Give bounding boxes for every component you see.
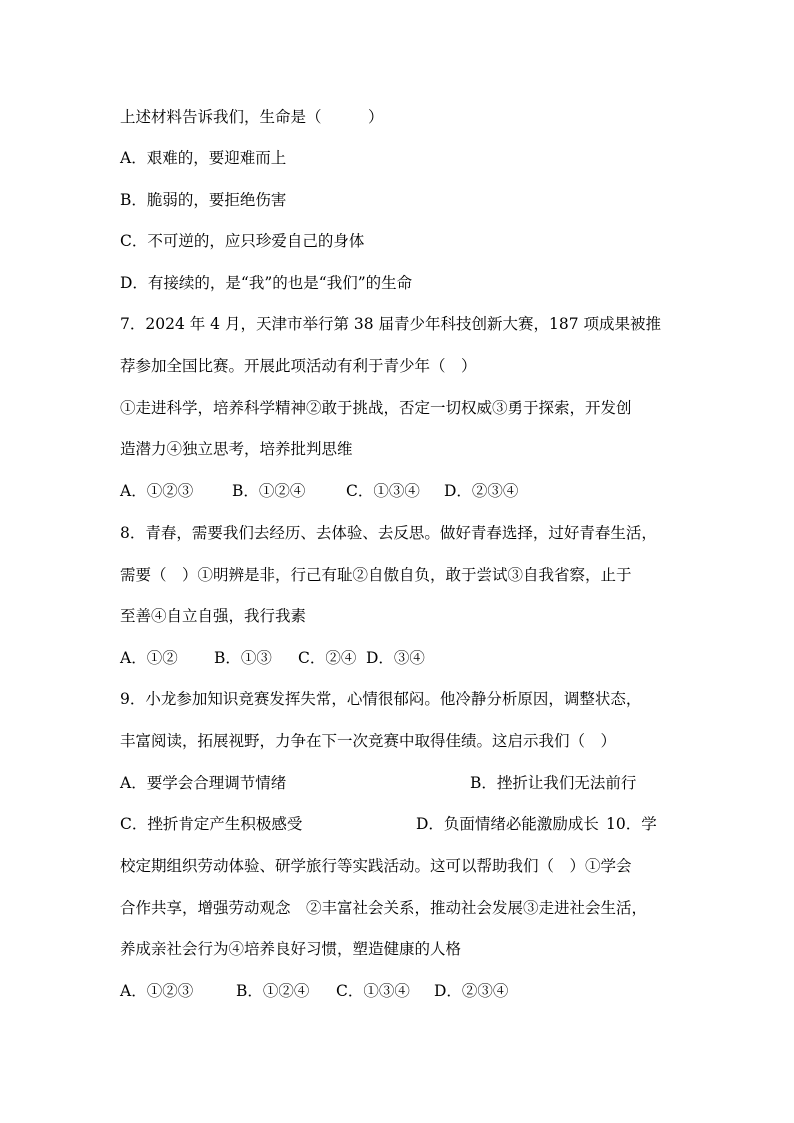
q10-stem-line-4: 养成亲社会行为④培养良好习惯，塑造健康的人格	[120, 940, 462, 958]
q10-stem-line-2: 校定期组织劳动体验、研学旅行等实践活动。这可以帮助我们（ ）①学会	[120, 857, 632, 875]
q7-option-c: C．①③④	[346, 482, 420, 500]
q9-option-b: B．挫折让我们无法前行	[470, 774, 637, 792]
q7-option-b: B．①②④	[232, 482, 306, 500]
q9-stem-line-1: 9．小龙参加知识竞赛发挥失常，心情很郁闷。他冷静分析原因，调整状态，	[120, 690, 642, 708]
q9-option-d: D．负面情绪必能激励成长	[416, 815, 599, 833]
q9-option-c: C．挫折肯定产生积极感受	[120, 815, 303, 833]
q8-option-a: A．①②	[120, 649, 178, 667]
q6-option-c: C．不可逆的，应只珍爱自己的身体	[120, 232, 365, 250]
q8-option-b: B．①③	[214, 649, 272, 667]
q9-option-a: A．要学会合理调节情绪	[120, 774, 287, 792]
q10-stem-start: 10．学	[606, 815, 657, 833]
q7-statements-line-1: ①走进科学，培养科学精神②敢于挑战，否定一切权威③勇于探索，开发创	[120, 399, 632, 417]
q7-stem-line-1: 7．2024 年 4 月，天津市举行第 38 届青少年科技创新大赛，187 项成果被推	[120, 315, 662, 333]
q10-option-d: D．②③④	[434, 982, 509, 1000]
q7-stem-line-2: 荐参加全国比赛。开展此项活动有利于青少年（ ）	[120, 357, 477, 375]
q8-option-d: D．③④	[366, 649, 425, 667]
q7-option-d: D．②③④	[444, 482, 519, 500]
q6-stem: 上述材料告诉我们，生命是（ ）	[120, 108, 384, 126]
q7-option-a: A．①②③	[120, 482, 194, 500]
q10-option-c: C．①③④	[336, 982, 410, 1000]
q8-stem-line-2: 需要（ ）①明辨是非，行己有耻②自傲自负，敢于尝试③自我省察，止于	[120, 566, 632, 584]
q10-option-a: A．①②③	[120, 982, 194, 1000]
q6-option-a: A．艰难的，要迎难而上	[120, 149, 287, 167]
q8-stem-line-1: 8．青春，需要我们去经历、去体验、去反思。做好青春选择，过好青春生活，	[120, 524, 657, 542]
q7-statements-line-2: 造潜力④独立思考，培养批判思维	[120, 440, 353, 458]
q10-stem-line-3: 合作共享，增强劳动观念 ②丰富社会关系，推动社会发展③走进社会生活，	[120, 899, 648, 917]
q10-option-b: B．①②④	[236, 982, 310, 1000]
q6-option-d: D．有接续的，是“我”的也是“我们”的生命	[120, 274, 413, 292]
q6-option-b: B．脆弱的，要拒绝伤害	[120, 191, 287, 209]
q8-option-c: C．②④	[298, 649, 357, 667]
q8-stem-line-3: 至善④自立自强，我行我素	[120, 607, 307, 625]
q9-stem-line-2: 丰富阅读，拓展视野，力争在下一次竞赛中取得佳绩。这启示我们（ ）	[120, 732, 617, 750]
